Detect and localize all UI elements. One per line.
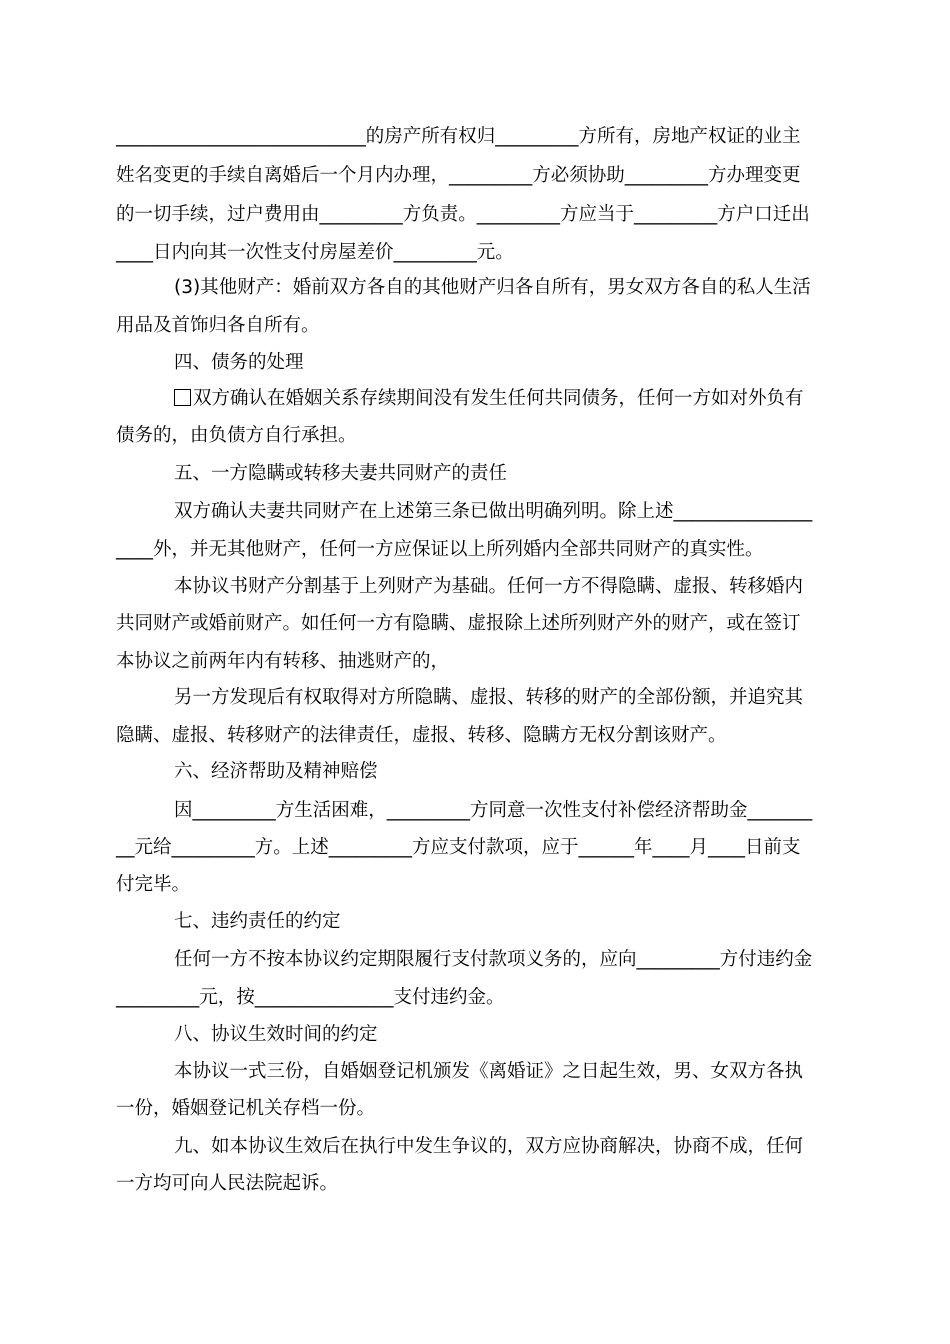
paragraph-line: 九、如本协议生效后在执行中发生争议的，双方应协商解决，协商不成，任何 bbox=[174, 1136, 804, 1157]
paragraph-line: 双方确认夫妻共同财产在上述第三条已做出明确列明。除上述_______________ bbox=[174, 501, 813, 522]
section-heading: 四、债务的处理 bbox=[174, 352, 304, 373]
paragraph-line: _________元，按_______________支付违约金。 bbox=[116, 987, 505, 1008]
paragraph-line: 因_________方生活困难，_________方同意一次性支付补偿经济帮助金_______ bbox=[174, 800, 813, 821]
paragraph-line: 付完毕。 bbox=[116, 874, 191, 895]
section-heading: 八、协议生效时间的约定 bbox=[174, 1024, 378, 1045]
paragraph-line: 任何一方不按本协议约定期限履行支付款项义务的，应向_________方付违约金 bbox=[174, 949, 813, 970]
checkbox-text: 双方确认在婚姻关系存续期间没有发生任何共同债务，任何一方如对外负有 bbox=[193, 388, 804, 409]
paragraph-line: 用品及首饰归各自所有。 bbox=[116, 315, 320, 336]
paragraph-line: 本协议书财产分割基于上列财产为基础。任何一方不得隐瞒、虚报、转移婚内 bbox=[174, 576, 804, 597]
section-heading: 七、违约责任的约定 bbox=[174, 911, 341, 932]
section-heading: 六、经济帮助及精神赔偿 bbox=[174, 761, 378, 782]
paragraph-line: 的一切手续，过户费用由_________方负责。_________方应当于_________方户口迁出 bbox=[116, 204, 810, 225]
paragraph-line: 共同财产或婚前财产。如任何一方有隐瞒、虚报除上述所列财产外的财产，或在签订 bbox=[116, 613, 801, 634]
paragraph-line: (3)其他财产：婚前双方各自的其他财产归各自所有，男女双方各自的私人生活 bbox=[174, 277, 811, 298]
paragraph-line: 另一方发现后有权取得对方所隐瞒、虚报、转移的财产的全部份额，并追究其 bbox=[174, 687, 804, 708]
section-heading: 五、一方隐瞒或转移夫妻共同财产的责任 bbox=[174, 463, 508, 484]
paragraph-line: __元给_________方。上述_________方应支付款项，应于______年____月____日前支 bbox=[116, 837, 801, 858]
paragraph-line: 一份，婚姻登记机关存档一份。 bbox=[116, 1098, 376, 1119]
paragraph-line: ___________________________的房产所有权归_________方所有，房地产权证的业主 bbox=[116, 126, 801, 147]
paragraph-line: 姓名变更的手续自离婚后一个月内办理，_________方必须协助_________方办理变更 bbox=[116, 165, 801, 186]
paragraph-line: 隐瞒、虚报、转移财产的法律责任，虚报、转移、隐瞒方无权分割该财产。 bbox=[116, 725, 727, 746]
paragraph-line: ____外，并无其他财产，任何一方应保证以上所列婚内全部共同财产的真实性。 bbox=[116, 539, 764, 560]
paragraph-line: ____日内向其一次性支付房屋差价_________元。 bbox=[116, 242, 514, 263]
paragraph-line: 债务的，由负债方自行承担。 bbox=[116, 425, 357, 446]
checkbox-icon bbox=[174, 389, 191, 406]
paragraph-line: 本协议一式三份，自婚姻登记机颁发《离婚证》之日起生效，男、女双方各执 bbox=[174, 1061, 804, 1082]
paragraph-line: 本协议之前两年内有转移、抽逃财产的， bbox=[116, 651, 450, 672]
checkbox-paragraph bbox=[174, 387, 804, 411]
paragraph-line: 一方均可向人民法院起诉。 bbox=[116, 1173, 339, 1194]
